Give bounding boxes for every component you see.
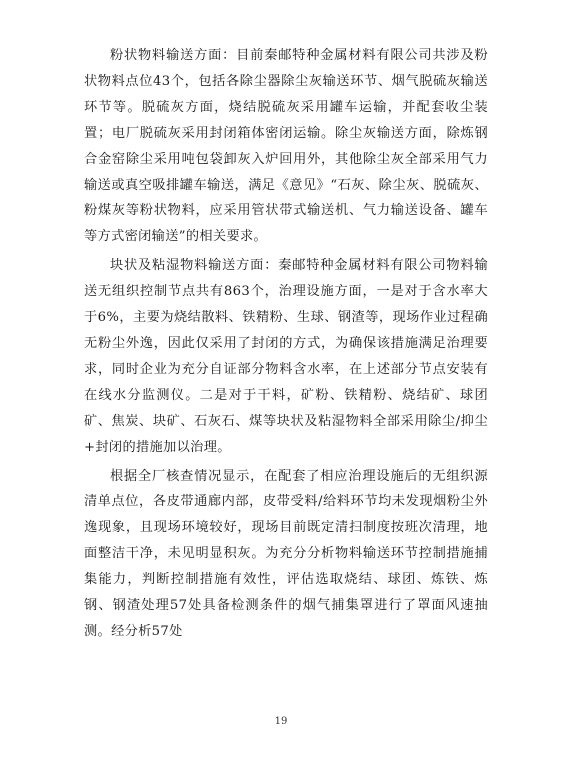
paragraph-powder-conveying: 粉状物料输送方面：目前秦邮特种金属材料有限公司共涉及粉状物料点位43个，包括各除尘器除尘灰输送环节、烟气脱硫灰输送环节等。脱硫灰方面，烧结脱硫灰采用罐车运输，并配套收尘装置；电厂脱硫灰采用封闭箱体密闭运输。除尘灰输送方面，除炼钢合金窑除尘采用吨包袋卸灰入炉回用外，其他除尘灰全部采用气力输送或真空吸排罐车输送，满足《意见》“石灰、除尘灰、脱硫灰、粉煤灰等粉状物料，应采用管状带式输送机、气力输送设备、罐车等方式密闭输送”的相关要求。 [84, 48, 488, 245]
paragraph-lump-conveying: 块状及粘湿物料输送方面：秦邮特种金属材料有限公司物料输送无组织控制节点共有863个，治理设施方面，一是对于含水率大于6%，主要为烧结散料、铁精粉、生球、钢渣等，现场作业过程确无粉尘外逸，因此仅采用了封闭的方式，为确保该措施满足治理要求，同时企业为充分自证部分物料含水率，在上述部分节点安装有在线水分监测仪。二是对于干料，矿粉、铁精粉、烧结矿、球团矿、焦炭、块矿、石灰石、煤等块状及粘湿物料全部采用除尘/抑尘+封闭的措施加以治理。 [84, 258, 488, 455]
paragraph-inspection-results: 根据全厂核查情况显示，在配套了相应治理设施后的无组织源清单点位，各皮带通廊内部，皮带受料/给料环节均未发现烟粉尘外逸现象，且现场环境较好，现场目前既定清扫制度按班次清理，地面整洁干净，未见明显积灰。为充分分析物料输送环节控制措施捕集能力，判断控制措施有效性，评估选取烧结、球团、炼铁、炼钢、钢渣处理57处具备检测条件的烟气捕集罩进行了罩面风速抽测。经分析57处 [84, 468, 488, 639]
page-number: 19 [274, 716, 288, 727]
document-body [84, 43, 488, 648]
